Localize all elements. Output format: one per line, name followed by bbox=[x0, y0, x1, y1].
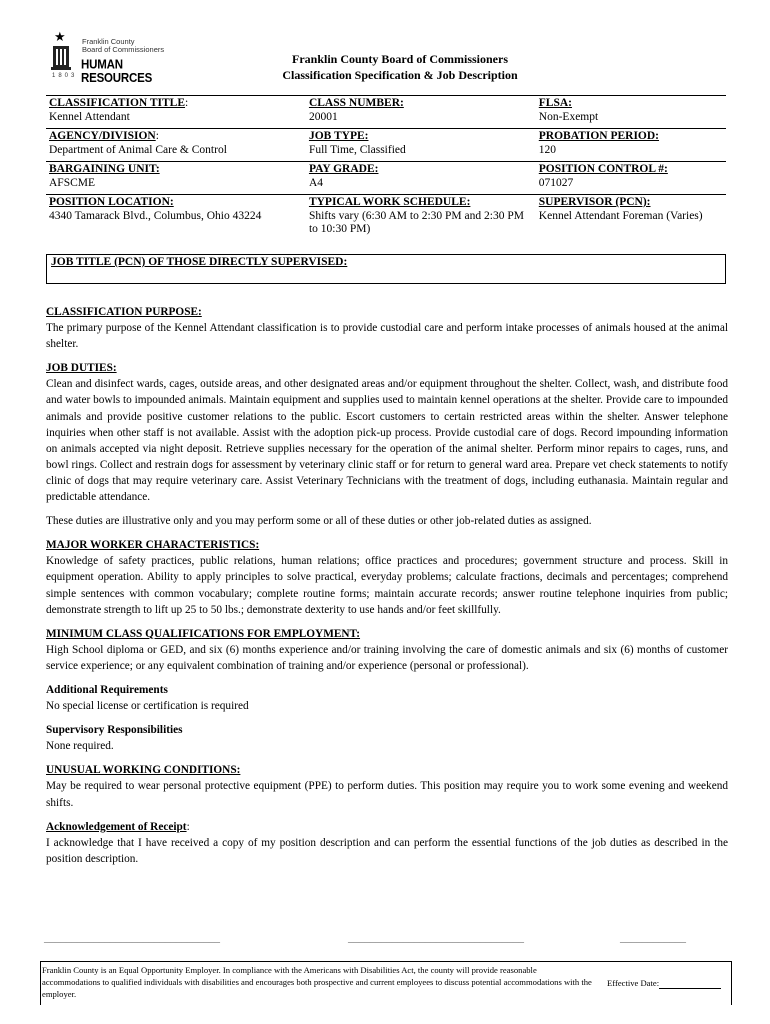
supervisor-cell bbox=[536, 195, 726, 241]
info-row bbox=[46, 96, 726, 129]
position-info-table bbox=[46, 95, 726, 241]
schedule-value: Shifts vary (6:30 AM to 2:30 PM and 2:30 PM to 10:30 PM) bbox=[308, 209, 524, 235]
info-row bbox=[46, 162, 726, 195]
ack-text: I acknowledge that I have received a copy of my position description and can perform the essential functions of the job duties as described in the position description. bbox=[46, 836, 728, 865]
effective-date bbox=[607, 977, 721, 989]
logo-year: 1803 bbox=[52, 73, 78, 79]
location-label: POSITION LOCATION: bbox=[49, 196, 174, 208]
logo-line1: Franklin County bbox=[82, 37, 135, 46]
bargaining-label: BARGAINING UNIT: bbox=[49, 163, 160, 175]
employee-signature-line[interactable]: ________________________________ bbox=[44, 932, 220, 944]
probation-cell bbox=[536, 129, 726, 162]
duties-note: These duties are illustrative only and you may perform some or all of these duties or other job-related duties as assigned. bbox=[46, 515, 592, 528]
position-control-value: 071027 bbox=[538, 176, 574, 189]
star-icon: ★ bbox=[54, 29, 66, 44]
classification-title-value: Kennel Attendant bbox=[49, 110, 130, 123]
purpose-heading: CLASSIFICATION PURPOSE: bbox=[46, 306, 202, 318]
probation-label: PROBATION PERIOD: bbox=[538, 130, 660, 142]
supervisor-signature-line[interactable]: ________________________________ bbox=[348, 932, 524, 944]
schedule-label: TYPICAL WORK SCHEDULE: bbox=[308, 196, 471, 208]
bargaining-cell bbox=[46, 162, 306, 195]
purpose-text: The primary purpose of the Kennel Attendant classification is to provide custodial care and perform intake processes of animals housed at the animal shelter. bbox=[46, 322, 728, 351]
pay-grade-cell bbox=[306, 162, 536, 195]
agency-value: Department of Animal Care & Control bbox=[49, 143, 227, 156]
uwc-heading: UNUSUAL WORKING CONDITIONS: bbox=[46, 764, 241, 777]
supervisory-text: None required. bbox=[46, 740, 114, 753]
job-type-label: JOB TYPE: bbox=[308, 130, 369, 142]
mwc-heading: MAJOR WORKER CHARACTERISTICS: bbox=[46, 539, 260, 552]
footer bbox=[40, 961, 732, 1005]
class-number-value: 20001 bbox=[308, 110, 338, 123]
job-type-value: Full Time, Classified bbox=[308, 143, 406, 156]
supervisor-value: Kennel Attendant Foreman (Varies) bbox=[538, 209, 703, 222]
logo-hr-text: HUMAN RESOURCES bbox=[81, 58, 153, 86]
duties-text: Clean and disinfect wards, cages, outside areas, and other designated areas and/or equipment throughout the shelter. Collect, wash, and distribute food and water bowls to impounded animals. Maintain equipment and supplies used to maintain kennel operations at the shelter. Provide care to impounded animals and provide positive customer relations to the public. Escort customers to certain restricted areas within the shelter. Answer telephone inquiries when other staff is not available. Assist with the adoption pick-up process. Provide custodial care of dogs. Record impounding information on animals accepted via night deposit. Retrieve supplies necessary for the operation of the animal shelter. Perform minor repairs to cages, runs, and bowl rings. Collect and restrain dogs for assessment by veterinary clinic staff or for return to general ward area. Prepare vet check statements to notify clinic of dogs that may require veterinary care. Assist Veterinary Technicians with the treatment of dogs, including euthanasia. Maintain regular and predictable attendance. bbox=[46, 378, 728, 504]
position-control-label: POSITION CONTROL #: bbox=[538, 163, 668, 175]
classification-title-label: CLASSIFICATION TITLE bbox=[49, 97, 186, 109]
eeo-statement: Franklin County is an Equal Opportunity Employer. In compliance with the Americans with Disabilities Act, the county will provide reasonable accommodations to qualified individuals with disabilities and encourages both prospective and current employees to discuss potential accommodations with the employer. bbox=[42, 965, 592, 999]
effective-date-line[interactable] bbox=[659, 979, 721, 989]
header-line1: Franklin County Board of Commissioners bbox=[291, 52, 509, 66]
ack-heading: Acknowledgement of Receipt bbox=[46, 820, 187, 833]
supervisory-heading: Supervisory Responsibilities bbox=[46, 724, 183, 737]
uwc-text: May be required to wear personal protective equipment (PPE) to perform duties. This position may require you to work some evening and weekend shifts. bbox=[46, 780, 728, 809]
pay-grade-value: A4 bbox=[308, 176, 323, 189]
bargaining-value: AFSCME bbox=[49, 176, 96, 189]
flsa-value: Non-Exempt bbox=[538, 110, 599, 123]
flsa-cell bbox=[536, 96, 726, 129]
mwc-text: Knowledge of safety practices, public relations, human relations; office practices and procedures; government structure and process. Skill in equipment operation. Ability to apply principles to solve practical, everyday problems; calculate fractions, decimals and percentages; comprehend simple sentences with common vocabulary; complete routine forms; maintain accurate records; answer routine telephone inquiries from public; demonstrate strength to lift up 25 to 50 lbs.; demonstrate dexterity to use hands and/or feet skillfully. bbox=[46, 555, 728, 616]
ack-heading-line: Acknowledgement of Receipt: bbox=[46, 820, 190, 833]
flsa-label: FLSA: bbox=[538, 97, 573, 109]
agency-label: AGENCY/DIVISION bbox=[49, 130, 156, 142]
pay-grade-label: PAY GRADE: bbox=[308, 163, 379, 175]
schedule-cell bbox=[306, 195, 536, 241]
info-row bbox=[46, 195, 726, 241]
document-body bbox=[46, 304, 728, 867]
date-signature-line[interactable]: ____________ bbox=[620, 932, 686, 944]
mcq-text: High School diploma or GED, and six (6) months experience and/or training involving the care of domestic animals and six (6) months of customer service experience; or any equivalent combination of training and/or experience (personal or professional). bbox=[46, 643, 728, 672]
mcq-heading: MINIMUM CLASS QUALIFICATIONS FOR EMPLOYMENT: bbox=[46, 627, 361, 640]
additional-req-text: No special license or certification is required bbox=[46, 700, 249, 713]
probation-value: 120 bbox=[538, 143, 557, 156]
effective-date-label: Effective Date: bbox=[607, 978, 660, 988]
info-row bbox=[46, 129, 726, 162]
class-number-label: CLASS NUMBER: bbox=[308, 97, 404, 109]
document-header bbox=[0, 51, 770, 83]
supervised-box bbox=[46, 254, 726, 284]
job-type-cell bbox=[306, 129, 536, 162]
supervisor-label: SUPERVISOR (PCN): bbox=[538, 196, 651, 208]
supervised-label: JOB TITLE (PCN) OF THOSE DIRECTLY SUPERVISED: bbox=[51, 256, 348, 268]
location-cell bbox=[46, 195, 306, 241]
header-line2: Classification Specification & Job Description bbox=[282, 68, 518, 82]
duties-heading: JOB DUTIES: bbox=[46, 362, 117, 375]
class-number-cell bbox=[306, 96, 536, 129]
logo-line2: Board of Commissioners bbox=[82, 45, 165, 54]
classification-title-cell: CLASSIFICATION TITLE: Kennel Attendant bbox=[46, 96, 306, 129]
location-value: 4340 Tamarack Blvd., Columbus, Ohio 43224 bbox=[49, 209, 262, 222]
additional-req-heading: Additional Requirements bbox=[46, 683, 168, 696]
position-control-cell bbox=[536, 162, 726, 195]
agency-cell: AGENCY/DIVISION: Department of Animal Care & Control bbox=[46, 129, 306, 162]
